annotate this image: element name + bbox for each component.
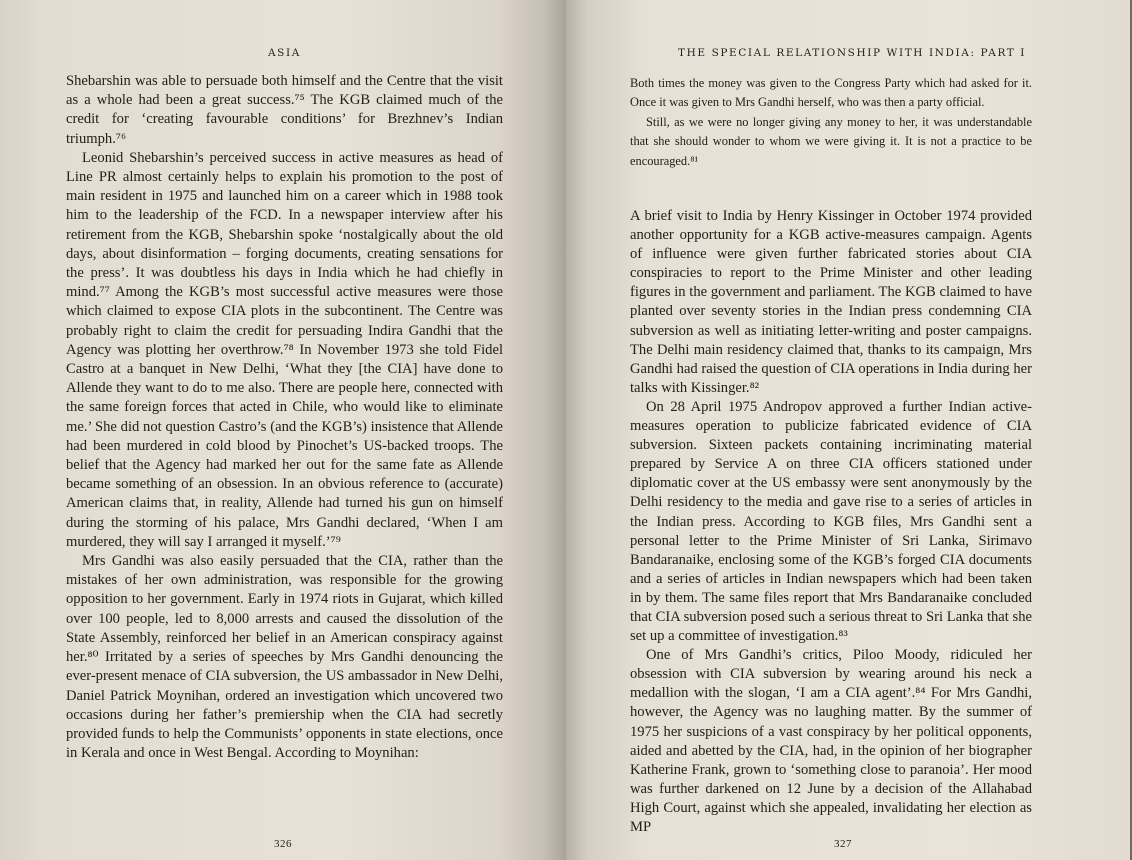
quote-paragraph-2: Still, as we were no longer giving any money to her, it was understandable that she should wonder to whom we were giving it. It is not a practice to be encouraged.⁸¹ xyxy=(630,114,1032,168)
right-paragraph-1: A brief visit to India by Henry Kissinger in October 1974 provided another opportunity for a KGB active-measures campaign. Agents of influence were given further fabricated stories about CIA conspiracies to report to the Prime Minister and other leading figures in the government and parliament. The KGB claimed to have planted over seventy stories in the Indian press condemning CIA subversion as well as initiating letter-writing and poster campaigns. The Delhi main residency claimed that, thanks to its campaign, Mrs Gandhi had raised the question of CIA operations in India during her talks with Kissinger.⁸² xyxy=(630,208,1032,396)
right-page xyxy=(566,0,1132,860)
right-paragraph-3: One of Mrs Gandhi’s critics, Piloo Moody, ridiculed her obsession with CIA subversion by wearing around his neck a medallion with the slogan, ‘I am a CIA agent’.⁸⁴ For Mrs Gandhi, however, the Agency was no laughing matter. By the summer of 1975 her suspicions of a vast conspiracy by her political opponents, aided and abetted by the CIA, had, in the opinion of her biographer Katherine Frank, grown to ‘something close to paranoia’. Her mood was further darkened on 12 June by a decision of the Allahabad High Court, against which she appealed, invalidating her election as MP xyxy=(630,647,1032,835)
running-head-right: THE SPECIAL RELATIONSHIP WITH INDIA: PART I xyxy=(678,47,1027,59)
block-quote xyxy=(630,74,1032,171)
running-head-left: ASIA xyxy=(268,47,301,59)
left-paragraph-3: Mrs Gandhi was also easily persuaded that the CIA, rather than the mistakes of her own administration, was responsible for the growing opposition to her government. Early in 1974 riots in Gujarat, which killed over 100 people, led to 8,000 arrests and caused the dissolution of the State Assembly, reinforced her belief in an American conspiracy against her.⁸⁰ Irritated by a series of speeches by Mrs Gandhi denouncing the ever-present menace of CIA subversion, the US ambassador in New Delhi, Daniel Patrick Moynihan, ordered an investigation which uncovered two occasions during her father’s premiership when the CIA had secretly provided funds to help the Communists’ opponents in state elections, once in Kerala and once in West Bengal. According to Moynihan: xyxy=(66,553,503,762)
page-number-right: 327 xyxy=(834,838,852,850)
left-paragraph-2: Leonid Shebarshin’s perceived success in active measures as head of Line PR almost certainly helps to explain his promotion to the post of main resident in 1975 and launched him on a career which in 1988 took him to the leadership of the FCD. In a newspaper interview after his retirement from the KGB, Shebarshin spoke ‘nostalgically about the old days, about disinformation – forging documents, creating sensations for the press’. It was doubtless his days in India which he had chiefly in mind.⁷⁷ Among the KGB’s most successful active measures were those which claimed to expose CIA plots in the subcontinent. The Centre was probably right to claim the credit for persuading Indira Gandhi that the Agency was plotting her overthrow.⁷⁸ In November 1973 she told Fidel Castro at a banquet in New Delhi, ‘What they [the CIA] have done to Allende they want to do to me also. There are people here, connected with the same foreign forces that acted in Chile, who would like to eliminate me.’ She did not question Castro’s (and the KGB’s) insistence that Allende had been murdered in cold blood by Pinochet’s US-backed troops. The belief that the Agency had marked her out for the same fate as Allende became something of an obsession. In an obvious reference to (accurate) American claims that, in reality, Allende had turned his gun on himself during the storming of his palace, Mrs Gandhi declared, ‘When I am murdered, they will say I arranged it myself.’⁷⁹ xyxy=(66,149,503,550)
quote-paragraph-1: Both times the money was given to the Congress Party which had asked for it. Once it was given to Mrs Gandhi herself, who was then a party official. xyxy=(630,76,1032,110)
right-body-text xyxy=(630,207,1032,837)
page-number-left: 326 xyxy=(274,838,292,850)
left-paragraph-1: Shebarshin was able to persuade both himself and the Centre that the visit as a whole had been a great success.⁷⁵ The KGB claimed much of the credit for ‘creating favourable conditions’ for Brezhnev’s Indian triumph.⁷⁶ xyxy=(66,73,503,147)
right-paragraph-2: On 28 April 1975 Andropov approved a further Indian active-measures operation to publicize fabricated evidence of CIA subversion. Sixteen packets containing incriminating material prepared by Service A on three CIA officers stationed under diplomatic cover at the US embassy were sent anonymously by the Delhi residency to the media and gave rise to a series of articles in the Indian press. According to KGB files, Mrs Gandhi sent a personal letter to the Prime Minister of Sri Lanka, Sirimavo Bandaranaike, enclosing some of the KGB’s forged CIA documents and a series of articles in Indian newspapers which had been taken in by them. The same files report that Mrs Bandaranaike concluded that CIA subversion posed such a serious threat to Sri Lanka that she set up a committee of investigation.⁸³ xyxy=(630,398,1032,645)
left-body-text xyxy=(66,72,503,763)
